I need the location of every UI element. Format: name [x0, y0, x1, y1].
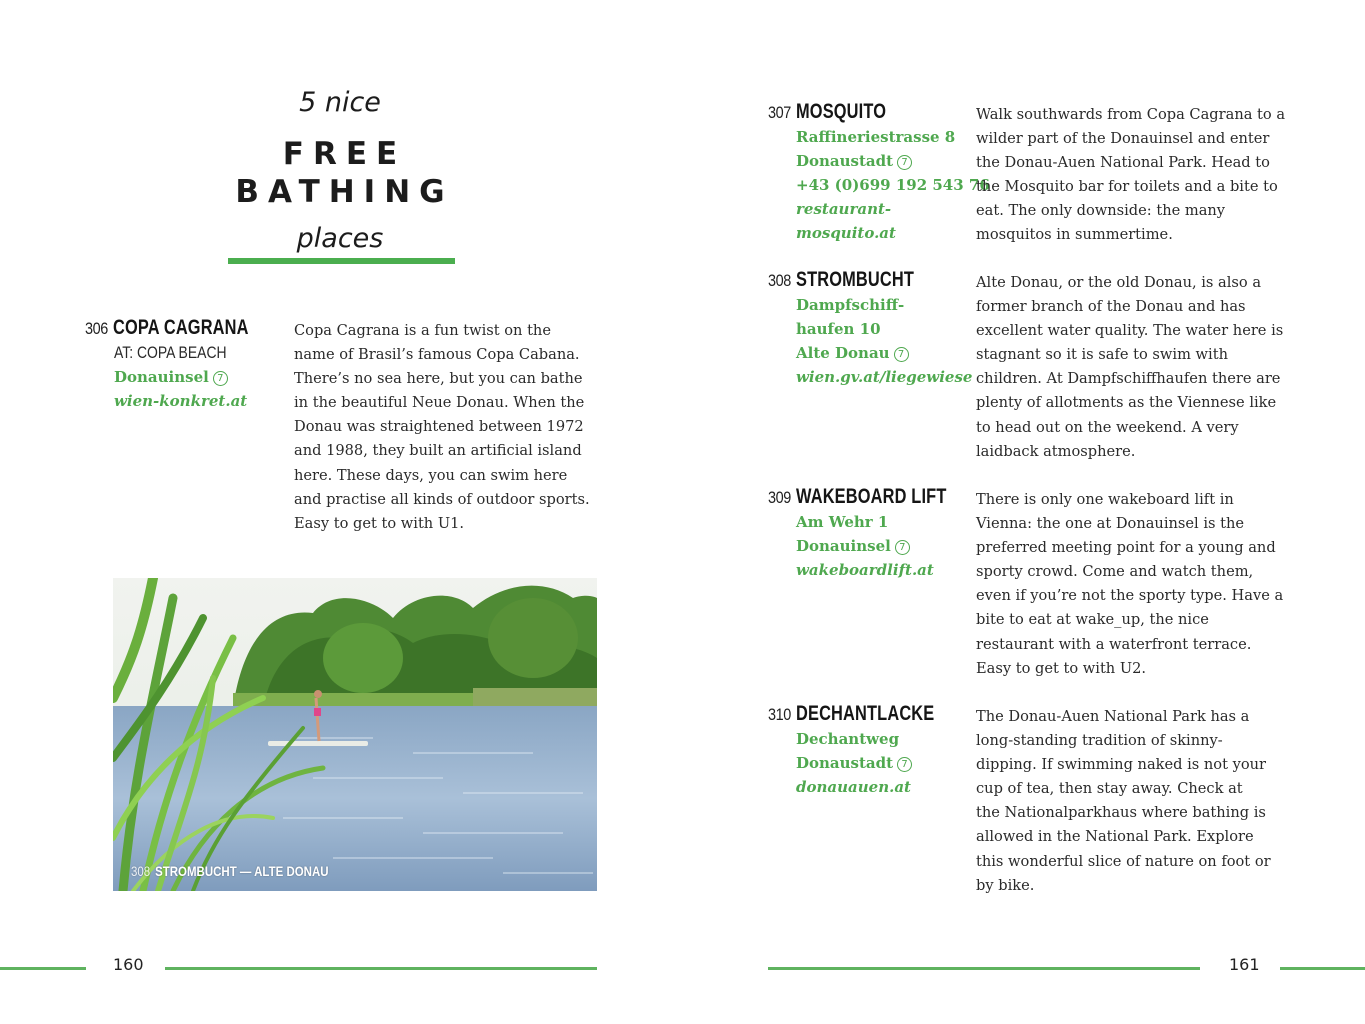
title-post: places [296, 223, 384, 254]
chapter-title [170, 85, 510, 257]
circled-7-icon: 7 [894, 347, 909, 362]
footer-rule-right-outer [1280, 967, 1365, 970]
entry-address: Am Wehr 1 [796, 513, 889, 531]
entry-308-description: Alte Donau, or the old Donau, is also a former branch of the Donau and has excellent water quality. The water here is stagnant so it is safe to swim with children. At Dampfschiffhaufen there are plenty of allotments as the Viennese like to head out on the weekend. A very laidback atmosphere. [976, 274, 1284, 460]
entry-subtitle: AT: COPA BEACH [114, 343, 227, 362]
title-divider [228, 258, 455, 264]
district-label: Alte Donau [796, 344, 890, 362]
caption-number: 308 [131, 863, 151, 879]
caption-name: STROMBUCHT — ALTE DONAU [155, 863, 329, 879]
entry-307-description: Walk southwards from Copa Cagrana to a wilder part of the Donauinsel and enter the Donau-Auen National Park. Head to the Mosquito bar for toilets and a bite to eat. The only downside: the many mosquitos in summertime. [976, 106, 1286, 244]
entry-heading [85, 316, 287, 340]
photo-caption [131, 863, 329, 879]
entry-number: 308 [768, 271, 791, 290]
entry-name: DECHANTLACKE [795, 702, 935, 725]
entry-district [796, 534, 989, 558]
entry-308 [768, 268, 972, 389]
entry-309-description: There is only one wakeboard lift in Vienna: the one at Donauinsel is the preferred meeting point for a young and sporty crowd. Come and watch them, even if you’re not the sporty type. Have a bite to eat at wake_up, the nice restaurant with a waterfront terrace. Easy to get to with U2. [976, 491, 1284, 677]
entry-website[interactable]: donauauen.at [796, 778, 911, 796]
entry-district [114, 365, 287, 389]
entry-website-line-2[interactable]: mosquito.at [796, 224, 896, 242]
entry-number: 309 [768, 488, 791, 507]
entry-number: 306 [85, 319, 108, 338]
circled-7-icon: 7 [213, 371, 228, 386]
entry-website[interactable]: wakeboardlift.at [796, 561, 934, 579]
footer-rule-right-inner [768, 967, 1200, 970]
entry-number: 310 [768, 705, 791, 724]
right-page [683, 0, 1365, 1024]
entry-address: Raffineriestrasse 8 [796, 128, 956, 146]
entry-name: STROMBUCHT [795, 268, 914, 291]
entry-website[interactable]: wien.gv.at/liegewiese [796, 368, 973, 386]
entry-name: MOSQUITO [795, 100, 887, 123]
entry-306-description: Copa Cagrana is a fun twist on the name of Brasil’s famous Copa Cabana. There’s no sea here, but you can bathe in the beautiful Neue Donau. When the Donau was straightened between 1972 and 1988, they built an artificial island here. These days, you can swim here and practise all kinds of outdoor sports. Easy to get to with U1. [294, 322, 590, 532]
circled-7-icon: 7 [895, 540, 910, 555]
district-label: Donaustadt [796, 754, 894, 772]
entry-name: WAKEBOARD LIFT [795, 485, 947, 508]
title-pre: 5 nice [299, 87, 381, 118]
entry-address-line-1: Dampfschiff- [796, 296, 905, 314]
entry-district [796, 149, 990, 173]
reeds-far [473, 688, 597, 708]
entry-310 [768, 702, 973, 799]
entry-309 [768, 485, 989, 582]
district-label: Donauinsel [114, 368, 209, 386]
entry-website-line-1[interactable]: restaurant- [796, 200, 892, 218]
entry-address: Dechantweg [796, 730, 900, 748]
entry-website[interactable]: wien-konkret.at [114, 392, 248, 410]
entry-number: 307 [768, 103, 791, 122]
entry-address-line-2: haufen 10 [796, 320, 881, 338]
entry-district [796, 341, 972, 365]
left-page [0, 0, 682, 1024]
entry-heading [768, 100, 990, 124]
photo-strombucht [113, 578, 597, 891]
circled-7-icon: 7 [897, 155, 912, 170]
entry-307 [768, 100, 990, 245]
footer-rule-left-inner [165, 967, 597, 970]
entry-phone[interactable]: +43 (0)699 192 543 76 [796, 176, 990, 194]
entry-name: COPA CAGRANA [112, 316, 249, 339]
entry-heading [768, 702, 973, 726]
entry-district [796, 751, 973, 775]
entry-heading [768, 268, 972, 292]
district-label: Donaustadt [796, 152, 894, 170]
page-number-left: 160 [113, 955, 144, 974]
district-label: Donauinsel [796, 537, 891, 555]
page-number-right: 161 [1229, 955, 1260, 974]
circled-7-icon: 7 [897, 757, 912, 772]
entry-heading [768, 485, 989, 509]
photo-illustration [113, 578, 597, 891]
footer-rule-left-outer [0, 967, 86, 970]
entry-306 [85, 316, 287, 413]
title-main: FREE BATHING [235, 136, 454, 210]
entry-310-description: The Donau-Auen National Park has a long-standing tradition of skinny-dipping. If swimming naked is not your cup of tea, then stay away. Check at the Nationalparkhaus where bathing is allowed in the National Park. Explore this wonderful slice of nature on foot or by bike. [976, 708, 1271, 894]
